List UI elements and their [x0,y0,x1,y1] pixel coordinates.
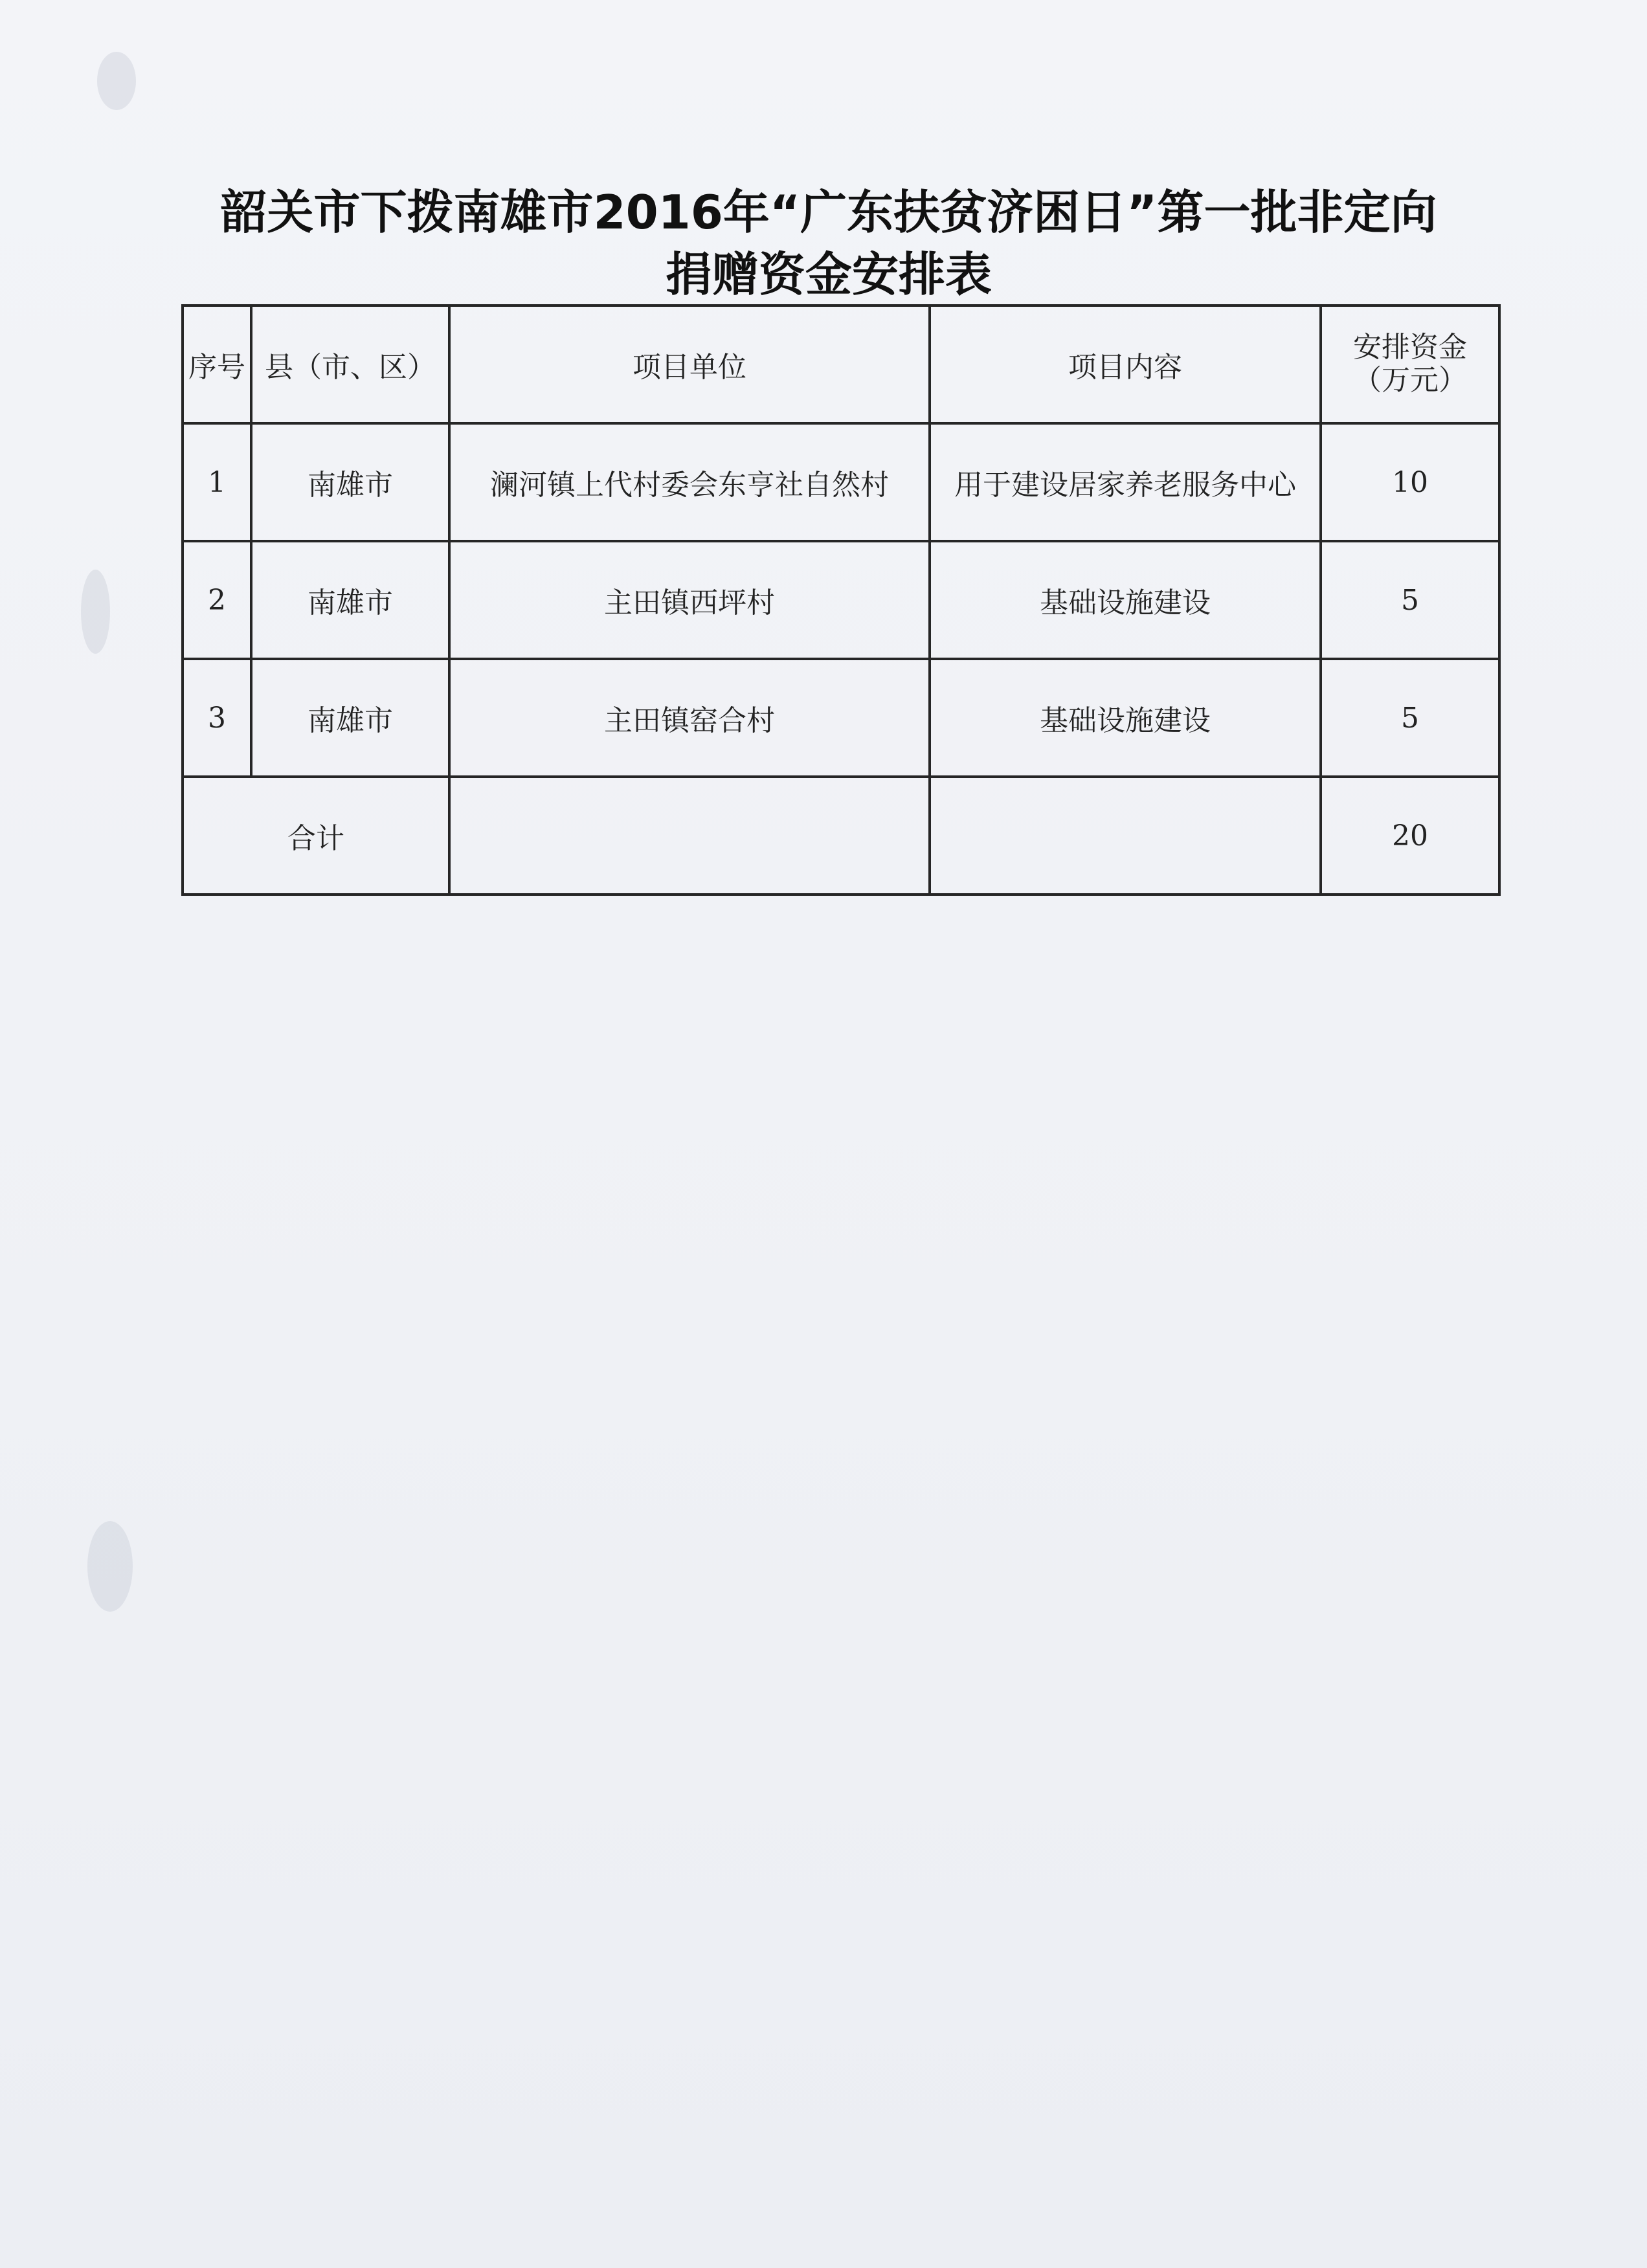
total-content [930,777,1321,895]
header-unit: 项目单位 [449,306,930,423]
header-fund [1321,306,1499,423]
document-title-line1: 韶关市下拨南雄市2016年“广东扶贫济困日”第一批非定向 [220,185,1437,239]
table-total-row [183,777,1499,895]
allocation-table [181,304,1501,896]
table-row [183,423,1499,541]
header-fund-unit: （万元） [1353,364,1467,397]
scan-smudge [81,570,110,654]
cell-content: 基础设施建设 [930,541,1321,659]
cell-content: 用于建设居家养老服务中心 [930,423,1321,541]
header-content: 项目内容 [930,306,1321,423]
cell-unit: 主田镇西坪村 [449,541,930,659]
cell-fund: 5 [1321,541,1499,659]
table-row [183,659,1499,777]
cell-seq: 1 [183,423,251,541]
scan-smudge [97,52,136,110]
cell-unit: 澜河镇上代村委会东亨社自然村 [449,423,930,541]
document-title-line2: 捐赠资金安排表 [665,247,992,302]
table-header-row [183,306,1499,423]
table-row [183,541,1499,659]
cell-county: 南雄市 [251,659,449,777]
cell-county: 南雄市 [251,541,449,659]
total-unit [449,777,930,895]
scan-smudge [87,1521,133,1612]
total-label: 合计 [183,777,449,895]
header-county: 县（市、区） [251,306,449,423]
total-fund: 20 [1321,777,1499,895]
cell-county: 南雄市 [251,423,449,541]
cell-seq: 2 [183,541,251,659]
header-seq: 序号 [183,306,251,423]
cell-unit: 主田镇窑合村 [449,659,930,777]
cell-fund: 10 [1321,423,1499,541]
cell-seq: 3 [183,659,251,777]
cell-fund: 5 [1321,659,1499,777]
cell-content: 基础设施建设 [930,659,1321,777]
header-fund-label: 安排资金 [1353,331,1467,364]
